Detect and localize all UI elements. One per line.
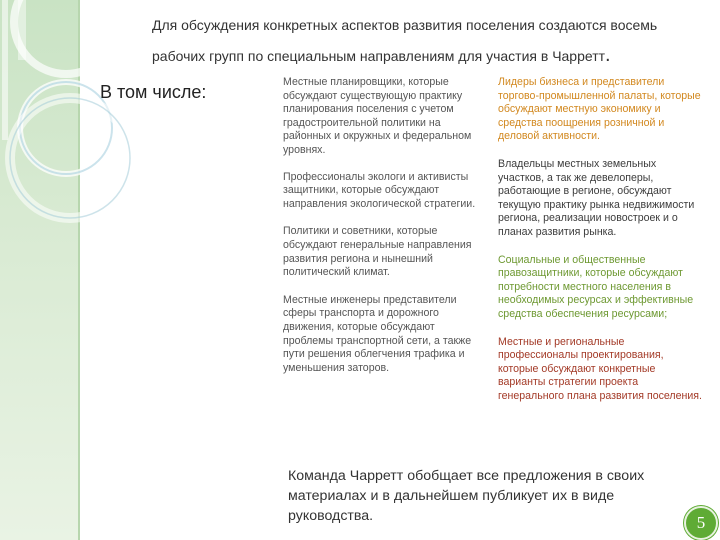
slide-header <box>152 10 700 71</box>
left-item-politicians: Политики и советники, которые обсуждают генеральные направления развития региона и нынешний политический климат. <box>283 225 472 279</box>
header-text: Для обсуждения конкретных аспектов развития поселения создаются восемь рабочих групп по специальным направлениям для участия в Чарретт <box>152 17 658 64</box>
left-column <box>283 76 483 375</box>
right-item-business: Лидеры бизнеса и представители торгово-промышленной палаты, которые обсуждают местную экономику и средства поощрения розничной и деловой активности. <box>498 76 701 143</box>
right-item-landowners: Владельцы местных земельных участков, а так же девелоперы, работающие в регионе, обсуждают текущую практику рынка недвижимости региона, реализации новостроек и о планах развития рынка. <box>498 157 695 238</box>
subtitle: В том числе: <box>100 82 207 102</box>
right-column <box>498 76 702 403</box>
footer-text: Команда Чарретт обобщает все предложения в своих материалах и в дальнейшем публикует их в виде руководства. <box>288 468 645 524</box>
page-number-badge: 5 <box>684 506 718 540</box>
left-item-engineers: Местные инженеры представители сферы транспорта и дорожного движения, которые обсуждают проблемы транспортной сети, а также пути решения облегчения трафика и уменьшения заторов. <box>283 293 472 374</box>
right-item-designers: Местные и региональные профессионалы проектирования, которые обсуждают конкретные варианты стратегии проекта генерального плана развития поселения. <box>498 335 702 402</box>
header-end-mark: . <box>605 44 611 66</box>
left-item-planners: Местные планировщики, которые обсуждают существующую практику планирования поселения с учетом градостроительной политики на районных и окружных и федеральном уровнях. <box>283 76 472 156</box>
decorative-circles <box>0 0 140 280</box>
right-item-social: Социальные и общественные правозащитники, которые обсуждают потребности местного населения в необходимых ресурсах и эффективные средства обеспечения ресурсами; <box>498 253 694 320</box>
left-item-ecologists: Профессионалы экологи и активисты защитники, которые обсуждают направления экологической стратегии. <box>283 170 476 210</box>
